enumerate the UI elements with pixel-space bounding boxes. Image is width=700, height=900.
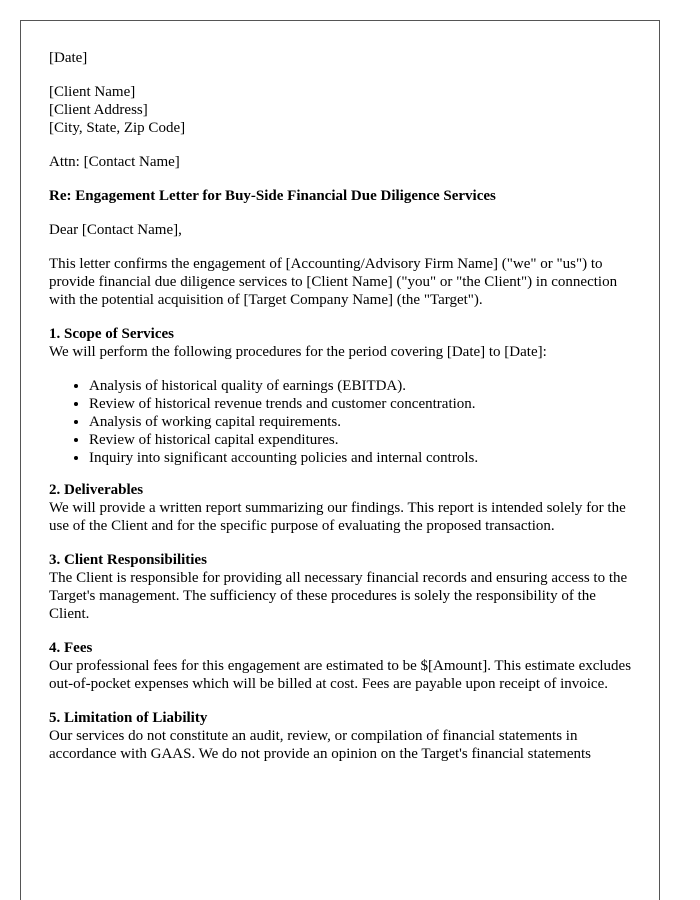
list-item: • Review of historical revenue trends and customer concentration. [89, 395, 639, 413]
intro-text: This letter confirms the engagement of [Accounting/Advisory Firm Name] ("we" or "us") to provide financial due diligence services to [Client Name] ("you" or "the Client") in connection with the potential acquisition of [Target Company Name] (the "Target"). [49, 256, 618, 308]
subject-line [49, 187, 639, 205]
section-fees [49, 639, 639, 693]
client-address: [Client Address] [49, 102, 148, 118]
attn-text: Attn: [Contact Name] [49, 154, 180, 170]
section-scope [49, 325, 639, 467]
section-deliverables [49, 481, 639, 535]
list-item: • Review of historical capital expenditures. [89, 431, 639, 449]
list-item: • Inquiry into significant accounting policies and internal controls. [89, 449, 639, 467]
recipient-address [49, 83, 639, 137]
letter-date: [Date] [49, 50, 88, 66]
section-heading: 2. Deliverables [49, 482, 144, 498]
section-heading: 5. Limitation of Liability [49, 710, 208, 726]
section-limitation-of-liability [49, 709, 639, 763]
list-item: • Analysis of working capital requirements. [89, 413, 639, 431]
letter-page [20, 20, 660, 900]
list-item: • Analysis of historical quality of earnings (EBITDA). [89, 377, 639, 395]
section-heading: 1. Scope of Services [49, 326, 174, 342]
section-heading: 3. Client Responsibilities [49, 552, 207, 568]
section-body: The Client is responsible for providing all necessary financial records and ensuring access to the Target's management. The sufficiency of these procedures is solely the responsibility of the Client. [49, 570, 628, 622]
section-body: Our professional fees for this engagement are estimated to be $[Amount]. This estimate excludes out-of-pocket expenses which will be billed at cost. Fees are payable upon receipt of invoice. [49, 658, 632, 692]
section-body: Our services do not constitute an audit, review, or compilation of financial statements in accordance with GAAS. We do not provide an opinion on the Target's financial statements [49, 728, 591, 762]
date-line [49, 49, 639, 67]
attention-line [49, 153, 639, 171]
letter-body [49, 49, 639, 779]
section-body: We will provide a written report summarizing our findings. This report is intended solely for the use of the Client and for the specific purpose of evaluating the proposed transaction. [49, 500, 626, 534]
section-heading: 4. Fees [49, 640, 93, 656]
client-name: [Client Name] [49, 84, 136, 100]
subject-text: Re: Engagement Letter for Buy-Side Financial Due Diligence Services [49, 188, 496, 204]
intro-paragraph [49, 255, 639, 309]
salutation-text: Dear [Contact Name], [49, 222, 182, 238]
section-client-responsibilities [49, 551, 639, 623]
salutation [49, 221, 639, 239]
client-city: [City, State, Zip Code] [49, 120, 186, 136]
section-body: We will perform the following procedures for the period covering [Date] to [Date]: [49, 344, 547, 360]
scope-list [49, 377, 639, 467]
